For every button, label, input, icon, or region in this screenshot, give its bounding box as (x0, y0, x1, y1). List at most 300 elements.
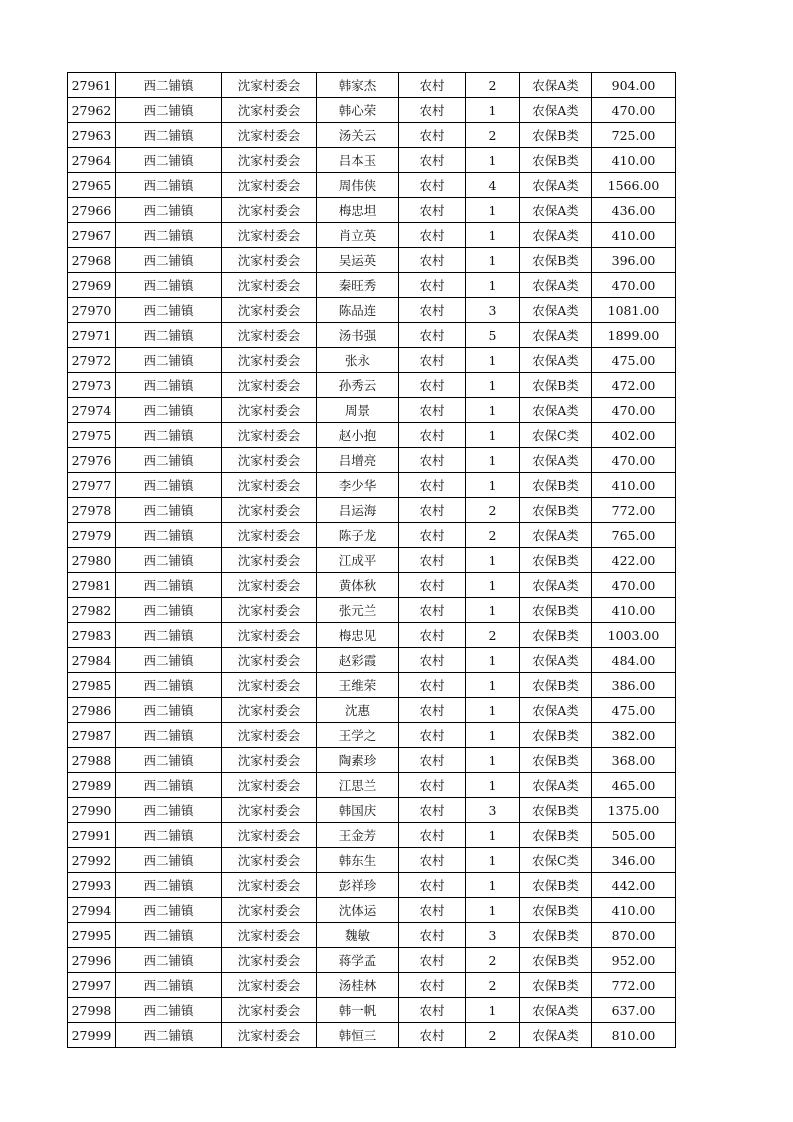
town-cell: 西二铺镇 (116, 923, 222, 948)
person-count-cell: 1 (466, 898, 520, 923)
household-type-cell: 农村 (399, 323, 466, 348)
household-type-cell: 农村 (399, 173, 466, 198)
table-row (68, 523, 676, 548)
amount-cell: 410.00 (592, 223, 676, 248)
village-committee-cell: 沈家村委会 (222, 1023, 317, 1048)
name-cell: 周伟侠 (317, 173, 399, 198)
amount-cell: 470.00 (592, 573, 676, 598)
table-row (68, 998, 676, 1023)
person-count-cell: 2 (466, 73, 520, 98)
town-cell: 西二铺镇 (116, 898, 222, 923)
record-id-cell: 27969 (68, 273, 116, 298)
village-committee-cell: 沈家村委会 (222, 498, 317, 523)
table-row (68, 298, 676, 323)
village-committee-cell: 沈家村委会 (222, 548, 317, 573)
table-row (68, 648, 676, 673)
person-count-cell: 3 (466, 298, 520, 323)
household-type-cell: 农村 (399, 923, 466, 948)
village-committee-cell: 沈家村委会 (222, 723, 317, 748)
village-committee-cell: 沈家村委会 (222, 473, 317, 498)
name-cell: 彭祥珍 (317, 873, 399, 898)
household-type-cell: 农村 (399, 973, 466, 998)
table-row (68, 423, 676, 448)
person-count-cell: 1 (466, 348, 520, 373)
household-type-cell: 农村 (399, 398, 466, 423)
name-cell: 沈惠 (317, 698, 399, 723)
name-cell: 周景 (317, 398, 399, 423)
amount-cell: 410.00 (592, 473, 676, 498)
name-cell: 赵彩霞 (317, 648, 399, 673)
name-cell: 黄体秋 (317, 573, 399, 598)
table-row (68, 73, 676, 98)
amount-cell: 470.00 (592, 398, 676, 423)
record-id-cell: 27963 (68, 123, 116, 148)
village-committee-cell: 沈家村委会 (222, 898, 317, 923)
amount-cell: 470.00 (592, 273, 676, 298)
name-cell: 韩家杰 (317, 73, 399, 98)
town-cell: 西二铺镇 (116, 598, 222, 623)
record-id-cell: 27985 (68, 673, 116, 698)
insurance-category-cell: 农保B类 (520, 623, 592, 648)
record-id-cell: 27974 (68, 398, 116, 423)
record-id-cell: 27964 (68, 148, 116, 173)
amount-cell: 725.00 (592, 123, 676, 148)
record-id-cell: 27980 (68, 548, 116, 573)
name-cell: 韩恒三 (317, 1023, 399, 1048)
table-row (68, 823, 676, 848)
table-row (68, 623, 676, 648)
record-id-cell: 27979 (68, 523, 116, 548)
town-cell: 西二铺镇 (116, 798, 222, 823)
table-row (68, 173, 676, 198)
village-committee-cell: 沈家村委会 (222, 223, 317, 248)
insurance-category-cell: 农保A类 (520, 273, 592, 298)
amount-cell: 904.00 (592, 73, 676, 98)
amount-cell: 382.00 (592, 723, 676, 748)
record-id-cell: 27992 (68, 848, 116, 873)
person-count-cell: 1 (466, 448, 520, 473)
town-cell: 西二铺镇 (116, 698, 222, 723)
table-row (68, 323, 676, 348)
household-type-cell: 农村 (399, 948, 466, 973)
village-committee-cell: 沈家村委会 (222, 148, 317, 173)
insurance-category-cell: 农保A类 (520, 223, 592, 248)
insurance-category-cell: 农保A类 (520, 323, 592, 348)
name-cell: 王学之 (317, 723, 399, 748)
record-id-cell: 27990 (68, 798, 116, 823)
town-cell: 西二铺镇 (116, 723, 222, 748)
person-count-cell: 3 (466, 923, 520, 948)
household-type-cell: 农村 (399, 1023, 466, 1048)
household-type-cell: 农村 (399, 873, 466, 898)
household-type-cell: 农村 (399, 573, 466, 598)
name-cell: 梅忠坦 (317, 198, 399, 223)
table-row (68, 248, 676, 273)
person-count-cell: 1 (466, 698, 520, 723)
table-row (68, 798, 676, 823)
town-cell: 西二铺镇 (116, 648, 222, 673)
amount-cell: 386.00 (592, 673, 676, 698)
record-id-cell: 27988 (68, 748, 116, 773)
insurance-category-cell: 农保B类 (520, 748, 592, 773)
amount-cell: 470.00 (592, 98, 676, 123)
household-type-cell: 农村 (399, 98, 466, 123)
town-cell: 西二铺镇 (116, 948, 222, 973)
record-id-cell: 27991 (68, 823, 116, 848)
record-id-cell: 27998 (68, 998, 116, 1023)
village-committee-cell: 沈家村委会 (222, 398, 317, 423)
town-cell: 西二铺镇 (116, 973, 222, 998)
table-row (68, 273, 676, 298)
person-count-cell: 1 (466, 823, 520, 848)
amount-cell: 1566.00 (592, 173, 676, 198)
household-type-cell: 农村 (399, 673, 466, 698)
town-cell: 西二铺镇 (116, 823, 222, 848)
village-committee-cell: 沈家村委会 (222, 673, 317, 698)
town-cell: 西二铺镇 (116, 1023, 222, 1048)
name-cell: 孙秀云 (317, 373, 399, 398)
insurance-category-cell: 农保A类 (520, 73, 592, 98)
name-cell: 沈体运 (317, 898, 399, 923)
household-type-cell: 农村 (399, 198, 466, 223)
village-committee-cell: 沈家村委会 (222, 173, 317, 198)
table-row (68, 723, 676, 748)
household-type-cell: 农村 (399, 248, 466, 273)
insurance-category-cell: 农保B类 (520, 873, 592, 898)
table-row (68, 373, 676, 398)
name-cell: 汤关云 (317, 123, 399, 148)
amount-cell: 505.00 (592, 823, 676, 848)
amount-cell: 952.00 (592, 948, 676, 973)
village-committee-cell: 沈家村委会 (222, 273, 317, 298)
insurance-category-cell: 农保B类 (520, 673, 592, 698)
name-cell: 吕增亮 (317, 448, 399, 473)
insurance-category-cell: 农保A类 (520, 98, 592, 123)
town-cell: 西二铺镇 (116, 148, 222, 173)
table-row (68, 548, 676, 573)
household-type-cell: 农村 (399, 648, 466, 673)
table-row (68, 948, 676, 973)
village-committee-cell: 沈家村委会 (222, 948, 317, 973)
name-cell: 张永 (317, 348, 399, 373)
amount-cell: 637.00 (592, 998, 676, 1023)
town-cell: 西二铺镇 (116, 298, 222, 323)
town-cell: 西二铺镇 (116, 998, 222, 1023)
household-type-cell: 农村 (399, 348, 466, 373)
town-cell: 西二铺镇 (116, 848, 222, 873)
insurance-category-cell: 农保A类 (520, 773, 592, 798)
amount-cell: 475.00 (592, 698, 676, 723)
household-type-cell: 农村 (399, 548, 466, 573)
town-cell: 西二铺镇 (116, 548, 222, 573)
table-row (68, 1023, 676, 1048)
household-type-cell: 农村 (399, 273, 466, 298)
town-cell: 西二铺镇 (116, 173, 222, 198)
record-id-cell: 27999 (68, 1023, 116, 1048)
name-cell: 王维荣 (317, 673, 399, 698)
amount-cell: 765.00 (592, 523, 676, 548)
person-count-cell: 3 (466, 798, 520, 823)
record-id-cell: 27975 (68, 423, 116, 448)
name-cell: 梅忠见 (317, 623, 399, 648)
name-cell: 江思兰 (317, 773, 399, 798)
household-type-cell: 农村 (399, 448, 466, 473)
name-cell: 肖立英 (317, 223, 399, 248)
amount-cell: 346.00 (592, 848, 676, 873)
town-cell: 西二铺镇 (116, 423, 222, 448)
amount-cell: 422.00 (592, 548, 676, 573)
village-committee-cell: 沈家村委会 (222, 123, 317, 148)
name-cell: 李少华 (317, 473, 399, 498)
table-row (68, 773, 676, 798)
insurance-category-cell: 农保C类 (520, 423, 592, 448)
village-committee-cell: 沈家村委会 (222, 448, 317, 473)
amount-cell: 810.00 (592, 1023, 676, 1048)
village-committee-cell: 沈家村委会 (222, 423, 317, 448)
record-id-cell: 27967 (68, 223, 116, 248)
household-type-cell: 农村 (399, 998, 466, 1023)
table-row (68, 498, 676, 523)
insurance-category-cell: 农保A类 (520, 298, 592, 323)
town-cell: 西二铺镇 (116, 98, 222, 123)
name-cell: 王金芳 (317, 823, 399, 848)
name-cell: 汤书强 (317, 323, 399, 348)
amount-cell: 772.00 (592, 498, 676, 523)
household-type-cell: 农村 (399, 773, 466, 798)
village-committee-cell: 沈家村委会 (222, 573, 317, 598)
village-committee-cell: 沈家村委会 (222, 98, 317, 123)
record-id-cell: 27981 (68, 573, 116, 598)
insurance-category-cell: 农保A类 (520, 398, 592, 423)
amount-cell: 1003.00 (592, 623, 676, 648)
amount-cell: 465.00 (592, 773, 676, 798)
amount-cell: 402.00 (592, 423, 676, 448)
insurance-category-cell: 农保B类 (520, 723, 592, 748)
village-committee-cell: 沈家村委会 (222, 623, 317, 648)
name-cell: 韩国庆 (317, 798, 399, 823)
amount-cell: 1081.00 (592, 298, 676, 323)
insurance-category-cell: 农保B类 (520, 248, 592, 273)
village-committee-cell: 沈家村委会 (222, 648, 317, 673)
table-row (68, 348, 676, 373)
village-committee-cell: 沈家村委会 (222, 323, 317, 348)
amount-cell: 870.00 (592, 923, 676, 948)
name-cell: 赵小抱 (317, 423, 399, 448)
amount-cell: 470.00 (592, 448, 676, 473)
person-count-cell: 1 (466, 423, 520, 448)
household-type-cell: 农村 (399, 698, 466, 723)
table-row (68, 673, 676, 698)
person-count-cell: 1 (466, 873, 520, 898)
record-id-cell: 27978 (68, 498, 116, 523)
village-committee-cell: 沈家村委会 (222, 298, 317, 323)
name-cell: 吕运海 (317, 498, 399, 523)
village-committee-cell: 沈家村委会 (222, 523, 317, 548)
amount-cell: 1899.00 (592, 323, 676, 348)
village-committee-cell: 沈家村委会 (222, 348, 317, 373)
village-committee-cell: 沈家村委会 (222, 373, 317, 398)
name-cell: 韩东生 (317, 848, 399, 873)
town-cell: 西二铺镇 (116, 398, 222, 423)
record-id-cell: 27966 (68, 198, 116, 223)
person-count-cell: 1 (466, 673, 520, 698)
record-id-cell: 27993 (68, 873, 116, 898)
village-committee-cell: 沈家村委会 (222, 773, 317, 798)
village-committee-cell: 沈家村委会 (222, 923, 317, 948)
town-cell: 西二铺镇 (116, 573, 222, 598)
household-type-cell: 农村 (399, 473, 466, 498)
data-table (67, 72, 676, 1048)
table-row (68, 223, 676, 248)
name-cell: 蒋学孟 (317, 948, 399, 973)
insurance-category-cell: 农保B类 (520, 373, 592, 398)
person-count-cell: 1 (466, 648, 520, 673)
person-count-cell: 1 (466, 198, 520, 223)
record-id-cell: 27984 (68, 648, 116, 673)
amount-cell: 410.00 (592, 898, 676, 923)
person-count-cell: 1 (466, 148, 520, 173)
insurance-category-cell: 农保B类 (520, 948, 592, 973)
amount-cell: 410.00 (592, 598, 676, 623)
insurance-category-cell: 农保B类 (520, 548, 592, 573)
person-count-cell: 1 (466, 548, 520, 573)
record-id-cell: 27973 (68, 373, 116, 398)
village-committee-cell: 沈家村委会 (222, 198, 317, 223)
table-row (68, 448, 676, 473)
insurance-category-cell: 农保A类 (520, 198, 592, 223)
name-cell: 陈子龙 (317, 523, 399, 548)
name-cell: 韩一帆 (317, 998, 399, 1023)
town-cell: 西二铺镇 (116, 373, 222, 398)
household-type-cell: 农村 (399, 423, 466, 448)
table-row (68, 123, 676, 148)
name-cell: 吴运英 (317, 248, 399, 273)
person-count-cell: 2 (466, 123, 520, 148)
table-row (68, 923, 676, 948)
insurance-category-cell: 农保B类 (520, 148, 592, 173)
town-cell: 西二铺镇 (116, 523, 222, 548)
table-row (68, 198, 676, 223)
insurance-category-cell: 农保B类 (520, 498, 592, 523)
insurance-category-cell: 农保B类 (520, 898, 592, 923)
village-committee-cell: 沈家村委会 (222, 998, 317, 1023)
town-cell: 西二铺镇 (116, 198, 222, 223)
insurance-category-cell: 农保A类 (520, 173, 592, 198)
name-cell: 江成平 (317, 548, 399, 573)
insurance-category-cell: 农保C类 (520, 848, 592, 873)
town-cell: 西二铺镇 (116, 223, 222, 248)
insurance-category-cell: 农保A类 (520, 523, 592, 548)
name-cell: 秦旺秀 (317, 273, 399, 298)
person-count-cell: 2 (466, 1023, 520, 1048)
insurance-category-cell: 农保A类 (520, 1023, 592, 1048)
table-row (68, 148, 676, 173)
insurance-category-cell: 农保A类 (520, 348, 592, 373)
table-row (68, 698, 676, 723)
household-type-cell: 农村 (399, 898, 466, 923)
amount-cell: 396.00 (592, 248, 676, 273)
record-id-cell: 27994 (68, 898, 116, 923)
table-row (68, 473, 676, 498)
insurance-category-cell: 农保B类 (520, 123, 592, 148)
household-type-cell: 农村 (399, 748, 466, 773)
household-type-cell: 农村 (399, 523, 466, 548)
insurance-category-cell: 农保B类 (520, 823, 592, 848)
person-count-cell: 2 (466, 973, 520, 998)
table-row (68, 748, 676, 773)
record-id-cell: 27972 (68, 348, 116, 373)
household-type-cell: 农村 (399, 848, 466, 873)
table-row (68, 873, 676, 898)
household-type-cell: 农村 (399, 373, 466, 398)
person-count-cell: 1 (466, 373, 520, 398)
name-cell: 张元兰 (317, 598, 399, 623)
person-count-cell: 2 (466, 498, 520, 523)
record-id-cell: 27982 (68, 598, 116, 623)
household-type-cell: 农村 (399, 598, 466, 623)
person-count-cell: 1 (466, 98, 520, 123)
town-cell: 西二铺镇 (116, 248, 222, 273)
household-type-cell: 农村 (399, 148, 466, 173)
town-cell: 西二铺镇 (116, 873, 222, 898)
name-cell: 汤桂林 (317, 973, 399, 998)
amount-cell: 410.00 (592, 148, 676, 173)
person-count-cell: 1 (466, 473, 520, 498)
insurance-category-cell: 农保A类 (520, 998, 592, 1023)
person-count-cell: 1 (466, 398, 520, 423)
amount-cell: 772.00 (592, 973, 676, 998)
village-committee-cell: 沈家村委会 (222, 248, 317, 273)
village-committee-cell: 沈家村委会 (222, 823, 317, 848)
town-cell: 西二铺镇 (116, 748, 222, 773)
town-cell: 西二铺镇 (116, 473, 222, 498)
insurance-category-cell: 农保B类 (520, 923, 592, 948)
person-count-cell: 1 (466, 248, 520, 273)
insurance-category-cell: 农保A类 (520, 573, 592, 598)
record-id-cell: 27971 (68, 323, 116, 348)
person-count-cell: 1 (466, 748, 520, 773)
person-count-cell: 1 (466, 573, 520, 598)
household-type-cell: 农村 (399, 223, 466, 248)
insurance-category-cell: 农保B类 (520, 473, 592, 498)
town-cell: 西二铺镇 (116, 673, 222, 698)
town-cell: 西二铺镇 (116, 623, 222, 648)
town-cell: 西二铺镇 (116, 73, 222, 98)
table-row (68, 898, 676, 923)
table-row (68, 98, 676, 123)
insurance-category-cell: 农保B类 (520, 598, 592, 623)
person-count-cell: 2 (466, 948, 520, 973)
table-row (68, 598, 676, 623)
insurance-category-cell: 农保A类 (520, 698, 592, 723)
record-id-cell: 27965 (68, 173, 116, 198)
village-committee-cell: 沈家村委会 (222, 973, 317, 998)
record-id-cell: 27970 (68, 298, 116, 323)
town-cell: 西二铺镇 (116, 773, 222, 798)
name-cell: 吕本玉 (317, 148, 399, 173)
record-id-cell: 27968 (68, 248, 116, 273)
record-id-cell: 27961 (68, 73, 116, 98)
amount-cell: 484.00 (592, 648, 676, 673)
amount-cell: 1375.00 (592, 798, 676, 823)
record-id-cell: 27986 (68, 698, 116, 723)
household-type-cell: 农村 (399, 498, 466, 523)
household-type-cell: 农村 (399, 723, 466, 748)
table-row (68, 573, 676, 598)
household-type-cell: 农村 (399, 623, 466, 648)
person-count-cell: 1 (466, 773, 520, 798)
village-committee-cell: 沈家村委会 (222, 848, 317, 873)
